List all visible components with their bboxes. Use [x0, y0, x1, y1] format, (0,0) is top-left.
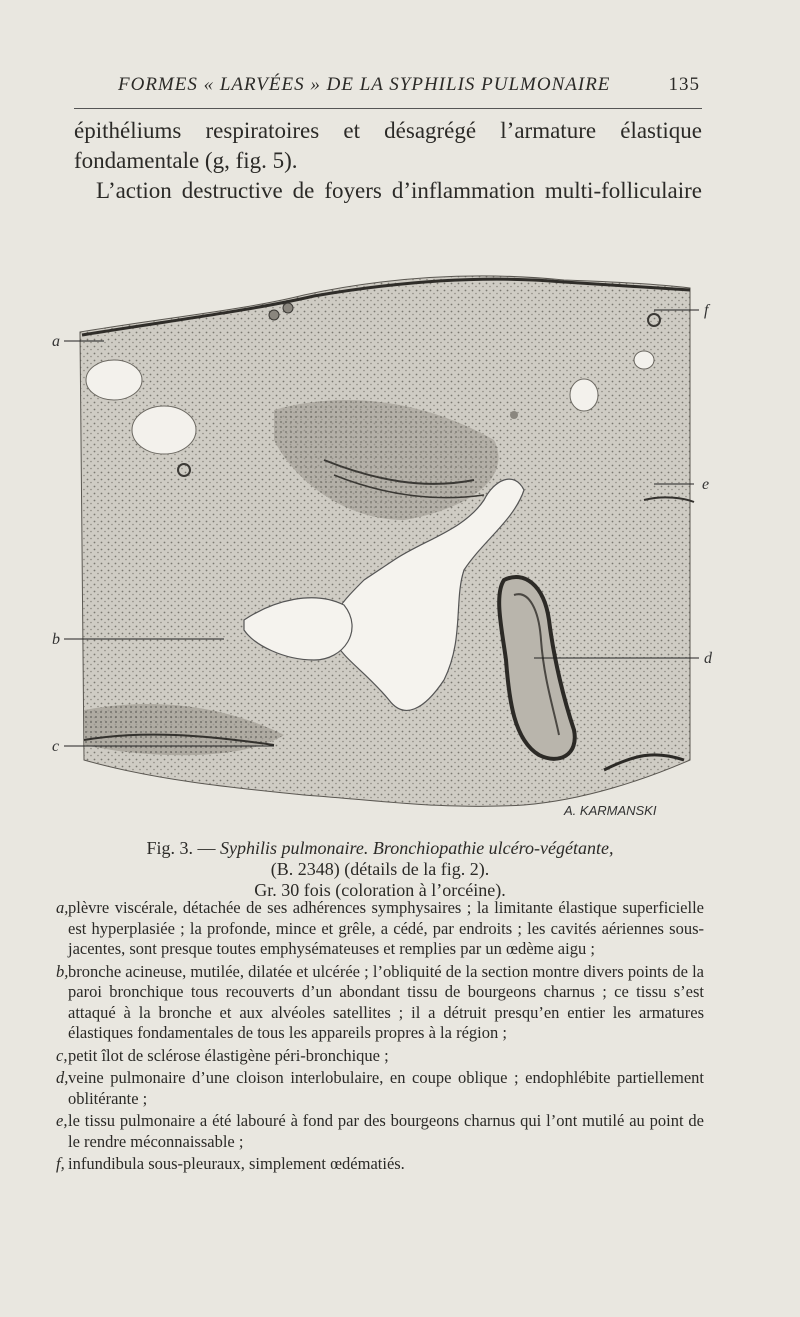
air-cavity	[570, 379, 598, 411]
lung-section-illustration	[44, 240, 724, 820]
body-line-2: fondamentale (g, fig. 5).	[74, 148, 298, 173]
caption-line-3: Gr. 30 fois (coloration à l’orcéine).	[254, 880, 506, 900]
legend-key: f,	[56, 1154, 65, 1173]
legend-key: d,	[56, 1068, 69, 1087]
figure-label-c: c	[52, 738, 60, 755]
histology-figure	[44, 240, 724, 820]
figure-label-a: a	[52, 333, 60, 350]
legend-item-f	[56, 1154, 704, 1175]
legend-key: c,	[56, 1045, 68, 1065]
legend-item-d	[56, 1068, 704, 1109]
figure-legend	[56, 898, 704, 1177]
running-title: FORMES « LARVÉES » DE LA SYPHILIS PULMONAIRE	[118, 74, 611, 95]
legend-text: infundibula sous-pleuraux, simplement œdématiés.	[68, 1154, 405, 1173]
legend-text: plèvre viscérale, détachée de ses adhérences symphysaires ; la limitante élastique superficielle est hyperplasiée ; la profonde, mince et grêle, a cédé, par endroits ; les cavités aériennes sous-jacentes, sont presque toutes emphysémateuses et remplies par un œdème aigu ;	[68, 898, 704, 958]
body-text	[74, 116, 702, 206]
figure-caption	[60, 838, 700, 901]
legend-item-e	[56, 1111, 704, 1152]
air-cavity	[86, 360, 142, 400]
running-header	[118, 74, 700, 96]
page-number: 135	[668, 74, 700, 95]
caption-fig-title: Syphilis pulmonaire. Bronchiopathie ulcéro-végétante,	[220, 838, 614, 858]
figure-label-b: b	[52, 631, 60, 648]
air-cavity	[132, 406, 196, 454]
legend-text: petit îlot de sclérose élastigène péri-bronchique ;	[68, 1045, 389, 1065]
legend-key: e,	[56, 1111, 68, 1130]
body-line-3: L’action destructive de foyers d’inflammation multi-folliculaire	[96, 178, 702, 203]
figure-label-f: f	[704, 302, 709, 319]
legend-key: b,	[56, 961, 69, 981]
legend-text: bronche acineuse, mutilée, dilatée et ulcérée ; l’obliquité de la section montre divers points de la paroi bronchique tous recouverts d’un abondant tissu de bourgeons charnus ; ce tissu s’est attaqué à la bronche et aux alvéoles satellites ; il a détruit presqu’en entier les armatures élastiques fondamentales de tous les appareils propres à la région ;	[68, 961, 704, 1042]
body-line-1: épithéliums respiratoires et désagrégé l’armature élastique	[74, 118, 702, 143]
caption-line-1	[60, 838, 700, 859]
caption-fig-label: Fig. 3. —	[146, 838, 216, 858]
figure-label-e: e	[702, 476, 710, 493]
figure-label-d: d	[704, 650, 712, 667]
legend-text: veine pulmonaire d’une cloison interlobulaire, en coupe oblique ; endophlébite partiellement oblitérante ;	[68, 1068, 704, 1108]
legend-text: le tissu pulmonaire a été labouré à fond par des bourgeons charnus qui l’ont mutilé au point de le rendre méconnaissable ;	[68, 1111, 704, 1151]
legend-item-c	[56, 1046, 704, 1067]
legend-item-b	[56, 962, 704, 1044]
header-rule	[74, 108, 702, 109]
legend-item-a	[56, 898, 704, 960]
illustrator-signature: A. KARMANSKI	[564, 803, 657, 818]
caption-line-2: (B. 2348) (détails de la fig. 2).	[270, 859, 490, 879]
air-cavity	[634, 351, 654, 369]
legend-key: a,	[56, 898, 69, 917]
